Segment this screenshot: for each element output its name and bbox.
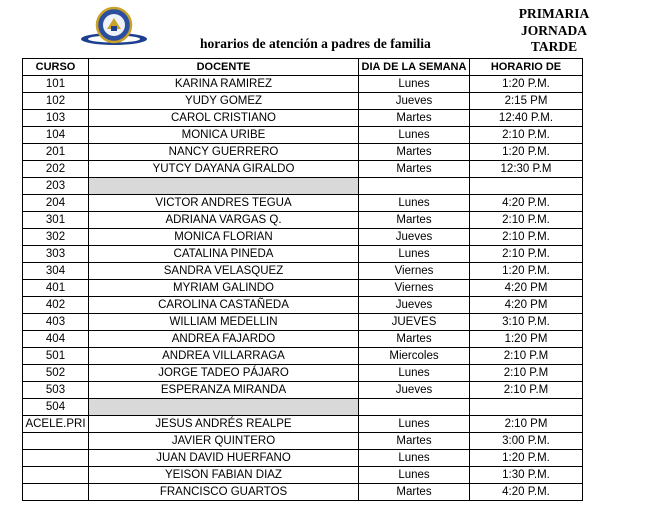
cell-docente: ANDREA FAJARDO — [89, 331, 359, 348]
cell-dia: Lunes — [359, 416, 470, 433]
cell-horario: 1:20 P.M. — [470, 263, 583, 280]
cell-dia: Martes — [359, 212, 470, 229]
cell-horario: 4:20 PM — [470, 280, 583, 297]
cell-horario: 3:00 P.M. — [470, 433, 583, 450]
cell-curso: 301 — [23, 212, 89, 229]
cell-docente: JUAN DAVID HUERFANO — [89, 450, 359, 467]
table-row — [23, 484, 583, 501]
cell-dia: Martes — [359, 110, 470, 127]
cell-horario: 1:30 P.M. — [470, 467, 583, 484]
cell-docente: WILLIAM MEDELLIN — [89, 314, 359, 331]
cell-dia: Lunes — [359, 76, 470, 93]
cell-curso: 104 — [23, 127, 89, 144]
cell-horario: 2:10 P.M. — [470, 212, 583, 229]
cell-curso: 401 — [23, 280, 89, 297]
table-row — [23, 212, 583, 229]
table-row — [23, 263, 583, 280]
cell-curso: 402 — [23, 297, 89, 314]
cell-dia: Lunes — [359, 467, 470, 484]
cell-curso: 202 — [23, 161, 89, 178]
cell-docente: FRANCISCO GUARTOS — [89, 484, 359, 501]
cell-horario — [470, 399, 583, 416]
cell-dia: Jueves — [359, 382, 470, 399]
cell-dia: Lunes — [359, 195, 470, 212]
cell-curso — [23, 467, 89, 484]
cell-dia: Lunes — [359, 246, 470, 263]
header-dia: DIA DE LA SEMANA — [359, 59, 470, 76]
cell-docente: NANCY GUERRERO — [89, 144, 359, 161]
cell-curso: 304 — [23, 263, 89, 280]
cell-curso: 204 — [23, 195, 89, 212]
cell-horario: 12:40 P.M. — [470, 110, 583, 127]
table-row — [23, 161, 583, 178]
cell-dia: Lunes — [359, 450, 470, 467]
cell-horario: 2:10 P.M — [470, 365, 583, 382]
cell-dia: Lunes — [359, 127, 470, 144]
cell-docente: JESUS ANDRÉS REALPE — [89, 416, 359, 433]
cell-dia: Martes — [359, 484, 470, 501]
cell-docente: MONICA URIBE — [89, 127, 359, 144]
header-docente: DOCENTE — [89, 59, 359, 76]
cell-docente — [89, 178, 359, 195]
table-row — [23, 280, 583, 297]
cell-dia: JUEVES — [359, 314, 470, 331]
cell-curso: 203 — [23, 178, 89, 195]
cell-dia: Martes — [359, 331, 470, 348]
cell-horario: 4:20 P.M. — [470, 484, 583, 501]
table-row — [23, 399, 583, 416]
section-heading — [500, 6, 608, 56]
table-row — [23, 450, 583, 467]
cell-docente: MYRIAM GALINDO — [89, 280, 359, 297]
cell-dia: Lunes — [359, 365, 470, 382]
cell-curso: 103 — [23, 110, 89, 127]
table-row — [23, 433, 583, 450]
table-row — [23, 382, 583, 399]
cell-curso — [23, 450, 89, 467]
cell-docente: ADRIANA VARGAS Q. — [89, 212, 359, 229]
table-row — [23, 229, 583, 246]
cell-curso: 201 — [23, 144, 89, 161]
cell-docente: JAVIER QUINTERO — [89, 433, 359, 450]
cell-horario: 3:10 P.M. — [470, 314, 583, 331]
cell-dia: Jueves — [359, 297, 470, 314]
cell-horario: 1:20 P.M. — [470, 450, 583, 467]
cell-curso: 303 — [23, 246, 89, 263]
cell-dia: Jueves — [359, 229, 470, 246]
table-row — [23, 93, 583, 110]
cell-docente: ANDREA VILLARRAGA — [89, 348, 359, 365]
cell-curso: 503 — [23, 382, 89, 399]
cell-docente — [89, 399, 359, 416]
cell-dia: Miercoles — [359, 348, 470, 365]
cell-horario: 2:10 P.M — [470, 382, 583, 399]
table-row — [23, 110, 583, 127]
cell-docente: YEISON FABIAN DIAZ — [89, 467, 359, 484]
table-row — [23, 331, 583, 348]
cell-horario: 4:20 PM — [470, 297, 583, 314]
cell-curso: 504 — [23, 399, 89, 416]
heading-line-jornada: JORNADA — [521, 22, 587, 38]
table-row — [23, 467, 583, 484]
cell-horario: 2:10 PM — [470, 416, 583, 433]
header-horario: HORARIO DE — [470, 59, 583, 76]
table-row — [23, 195, 583, 212]
heading-line-primaria: PRIMARIA — [518, 6, 590, 21]
school-crest-icon — [80, 6, 148, 48]
cell-dia: Martes — [359, 433, 470, 450]
table-row — [23, 348, 583, 365]
cell-curso: ACELE.PRI — [23, 416, 89, 433]
cell-curso: 403 — [23, 314, 89, 331]
table-header-row — [23, 59, 583, 76]
cell-docente: MONICA FLORIAN — [89, 229, 359, 246]
cell-dia: Martes — [359, 161, 470, 178]
cell-docente: VICTOR ANDRES TEGUA — [89, 195, 359, 212]
cell-docente: CAROL CRISTIANO — [89, 110, 359, 127]
cell-curso: 101 — [23, 76, 89, 93]
cell-horario: 1:20 P.M. — [470, 76, 583, 93]
cell-horario — [470, 178, 583, 195]
cell-horario: 2:10 P.M. — [470, 246, 583, 263]
table-row — [23, 144, 583, 161]
cell-docente: YUDY GOMEZ — [89, 93, 359, 110]
table-row — [23, 365, 583, 382]
cell-docente: SANDRA VELASQUEZ — [89, 263, 359, 280]
cell-horario: 2:10 P.M — [470, 348, 583, 365]
cell-curso: 302 — [23, 229, 89, 246]
cell-dia: Viernes — [359, 263, 470, 280]
cell-dia — [359, 399, 470, 416]
cell-dia: Martes — [359, 144, 470, 161]
cell-horario: 2:15 PM — [470, 93, 583, 110]
cell-horario: 12:30 P.M — [470, 161, 583, 178]
cell-docente: KARINA RAMIREZ — [89, 76, 359, 93]
table-row — [23, 297, 583, 314]
cell-horario: 4:20 P.M. — [470, 195, 583, 212]
cell-curso — [23, 484, 89, 501]
cell-curso: 501 — [23, 348, 89, 365]
cell-horario: 2:10 P.M. — [470, 127, 583, 144]
cell-horario: 1:20 PM — [470, 331, 583, 348]
cell-docente: ESPERANZA MIRANDA — [89, 382, 359, 399]
cell-horario: 2:10 P.M. — [470, 229, 583, 246]
cell-dia: Viernes — [359, 280, 470, 297]
heading-line-tarde: TARDE — [530, 39, 578, 54]
table-row — [23, 246, 583, 263]
cell-docente: YUTCY DAYANA GIRALDO — [89, 161, 359, 178]
cell-docente: JORGE TADEO PÁJARO — [89, 365, 359, 382]
cell-curso — [23, 433, 89, 450]
table-row — [23, 416, 583, 433]
page-subtitle: horarios de atención a padres de familia — [200, 36, 431, 51]
cell-dia — [359, 178, 470, 195]
header-curso: CURSO — [23, 59, 89, 76]
cell-curso: 404 — [23, 331, 89, 348]
table-row — [23, 314, 583, 331]
schedule-table — [22, 58, 583, 501]
cell-curso: 502 — [23, 365, 89, 382]
cell-dia: Jueves — [359, 93, 470, 110]
cell-docente: CAROLINA CASTAÑEDA — [89, 297, 359, 314]
cell-horario: 1:20 P.M. — [470, 144, 583, 161]
table-row — [23, 76, 583, 93]
table-row — [23, 178, 583, 195]
cell-curso: 102 — [23, 93, 89, 110]
cell-docente: CATALINA PINEDA — [89, 246, 359, 263]
table-row — [23, 127, 583, 144]
